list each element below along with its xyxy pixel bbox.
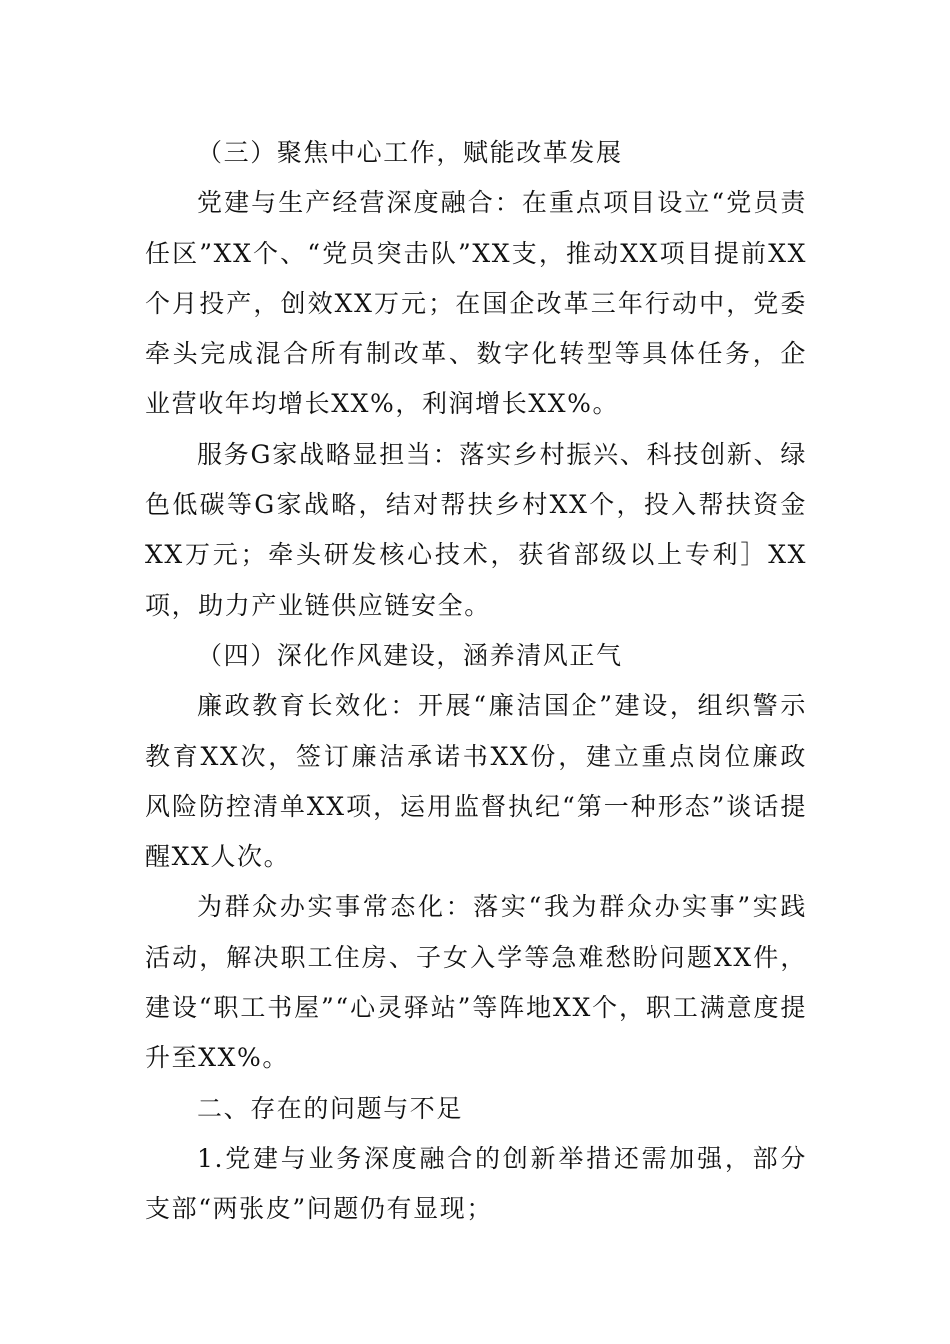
- section-heading-work-style: （四）深化作风建设，涵养清风正气: [197, 640, 623, 670]
- section-heading-problems: 二、存在的问题与不足: [197, 1093, 464, 1123]
- section-heading-focus-central-work: （三）聚焦中心工作，赋能改革发展: [197, 138, 623, 167]
- paragraph-practical-deeds: 为群众办实事常态化：落实“我为群众办实事”实践活动，解决职工住房、子女入学等急难愁盼问题XX件，建设“职工书屋”“心灵驿站”等阵地XX个，职工满意度提升至XX%。: [145, 892, 807, 1073]
- paragraph-problem-item-1: 1.党建与业务深度融合的创新举措还需加强，部分支部“两张皮”问题仍有显现；: [145, 1143, 807, 1224]
- paragraph-national-strategy-service: 服务G家战略显担当：落实乡村振兴、科技创新、绿色低碳等G家战略，结对帮扶乡村XX个，投入帮扶资金XX万元；牵头研发核心技术，获省部级以上专利］XX项，助力产业链供应链安全。: [145, 439, 807, 620]
- paragraph-party-building-integration: 党建与生产经营深度融合：在重点项目设立“党员责任区”XX个、“党员突击队”XX支，推动XX项目提前XX个月投产，创效XX万元；在国企改革三年行动中，党委牵头完成混合所有制改革、数字化转型等具体任务，企业营收年均增长XX%，利润增长XX%。: [145, 188, 807, 419]
- paragraph-integrity-education: 廉政教育长效化：开展“廉洁国企”建设，组织警示教育XX次，签订廉洁承诺书XX份，建立重点岗位廉政风险防控清单XX项，运用监督执纪“第一种形态”谈话提醒XX人次。: [145, 691, 807, 872]
- document-body: [145, 128, 807, 1235]
